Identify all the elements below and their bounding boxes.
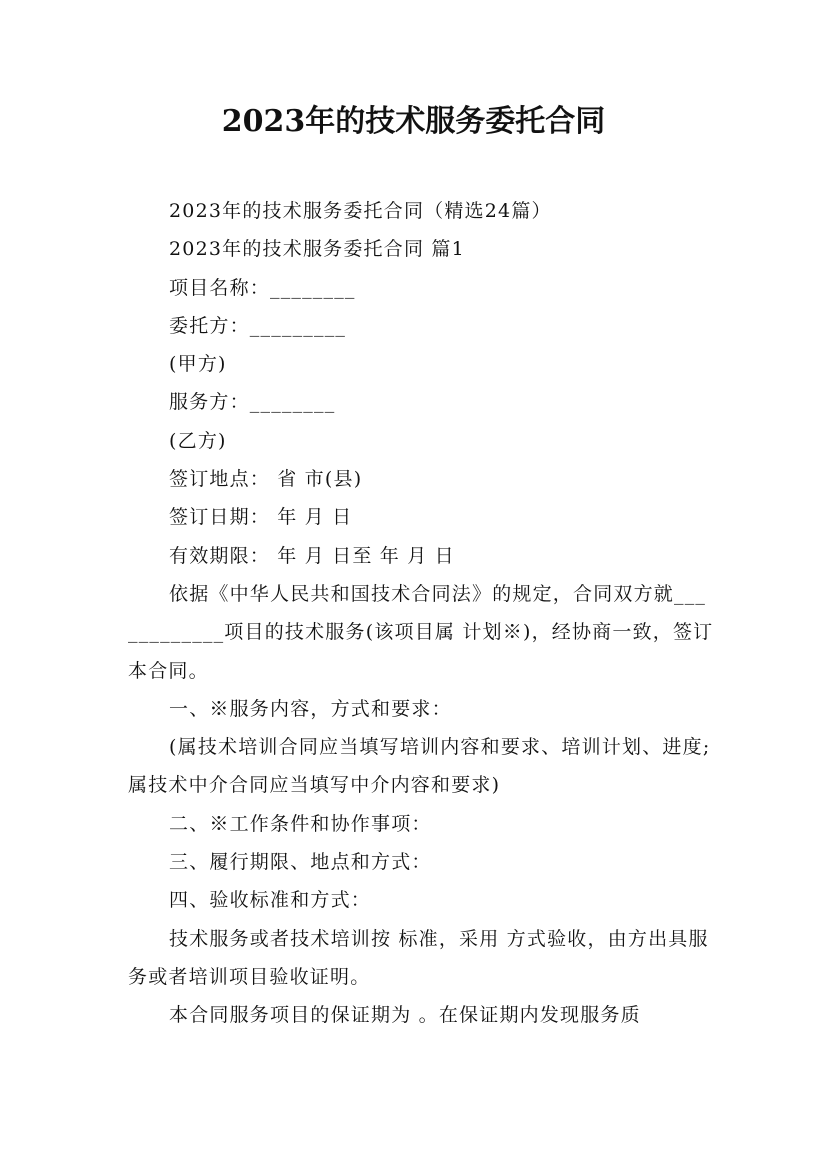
warranty-paragraph: 本合同服务项目的保证期为 。在保证期内发现服务质 (169, 1004, 641, 1027)
section-1-note: (属技术培训合同应当填写培训内容和要求、培训计划、进度;属技术中介合同应当填写中介内容和要求) (128, 736, 711, 797)
field-validity-period: 有效期限： 年 月 日至 年 月 日 (169, 544, 455, 567)
field-project-name: 项目名称：________ (169, 276, 356, 299)
field-party-b-note: (乙方) (169, 429, 227, 452)
field-party-a-note: (甲方) (169, 353, 227, 376)
field-signing-place: 签订地点： 省 市(县) (169, 468, 363, 491)
section-4-heading: 四、验收标准和方式： (169, 889, 372, 912)
section-2-heading: 二、※工作条件和协作事项： (169, 812, 432, 835)
section-3-heading: 三、履行期限、地点和方式： (169, 851, 432, 874)
field-client: 委托方：_________ (169, 314, 347, 337)
field-signing-date: 签订日期： 年 月 日 (169, 506, 353, 529)
section-4-body: 技术服务或者技术培训按 标准，采用 方式验收，由方出具服务或者培训项目验收证明。 (128, 927, 709, 988)
paragraph-legal-basis: 依据《中华人民共和国技术合同法》的规定，合同双方就____________项目的技术服务(该项目属 计划※)，经协商一致，签订本合同。 (128, 582, 714, 682)
paragraph-subtitle: 2023年的技术服务委托合同（精选24篇） (169, 200, 552, 222)
paragraph-chapter-heading: 2023年的技术服务委托合同 篇1 (169, 238, 465, 261)
section-1-heading: 一、※服务内容，方式和要求： (169, 697, 452, 720)
document-body (128, 192, 714, 1035)
field-service-provider: 服务方：________ (169, 391, 336, 414)
document-title: 2023年的技术服务委托合同 (221, 104, 606, 139)
